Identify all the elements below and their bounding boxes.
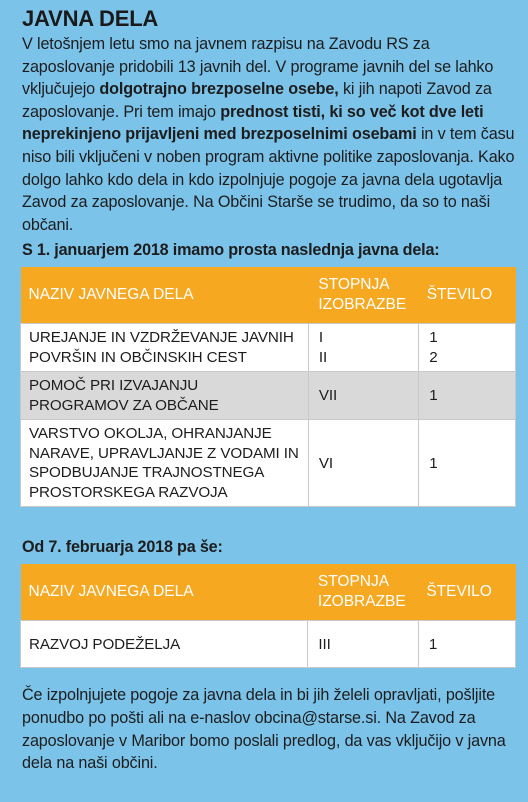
job-level <box>308 324 418 372</box>
header-name: NAZIV JAVNEGA DELA <box>21 267 309 324</box>
section2-title: Od 7. februarja 2018 pa še: <box>22 538 223 557</box>
table1-header-row <box>21 267 516 324</box>
header-level: STOPNJA IZOBRAZBE <box>308 267 418 324</box>
spacer <box>22 507 516 533</box>
job-name: UREJANJE IN VZDRŽEVANJE JAVNIH POVRŠIN IN OBČINSKIH CEST <box>21 324 309 372</box>
job-level-2: II <box>318 348 328 366</box>
intro-paragraph <box>22 33 516 236</box>
table2-header-row <box>21 564 516 621</box>
job-level: VII <box>308 372 418 420</box>
intro-text-1: V letošnjem letu smo na javnem razpisu na Zavodu RS za zaposlovanje pridobili 13 javnih del. V programe javnih del se lahko vključujejo <box>22 35 494 99</box>
section1-title: S 1. januarjem 2018 imamo prosta naslednja javna dela: <box>22 241 440 260</box>
job-count-1: 1 <box>429 329 438 347</box>
intro-text-3: in v tem času niso bili vključeni v noben program aktivne politike zaposlovanja. Kako dolgo lahko kdo dela in kdo izpolnjuje pogoje za javna dela ugotavlja Zavod za zaposlovanje. Na Občini Starše se trudimo, da so to naši občani. <box>22 125 515 234</box>
intro-bold-2: prednost tisti, ki so več kot dve leti neprekinjeno prijavljeni med brezposelnimi osebami <box>22 102 484 144</box>
job-count: 1 <box>419 372 516 420</box>
header-count: ŠTEVILO <box>419 267 516 324</box>
job-level-1: I <box>318 329 323 347</box>
table-row <box>21 372 516 420</box>
table-row <box>21 621 516 668</box>
job-count: 1 <box>418 621 515 668</box>
jobs-table-1 <box>20 267 516 507</box>
intro-text-2: ki jih napoti Zavod za zaposlovanje. Pri tem imajo <box>22 80 492 121</box>
header-name: NAZIV JAVNEGA DELA <box>21 564 308 621</box>
table-row <box>21 420 516 507</box>
job-level: VI <box>308 420 418 507</box>
table-row <box>21 324 516 372</box>
job-name: POMOČ PRI IZVAJANJU PROGRAMOV ZA OBČANE <box>21 372 309 420</box>
job-name: VARSTVO OKOLJA, OHRANJANJE NARAVE, UPRAVLJANJE Z VODAMI IN SPODBUJANJE TRAJNOSTNEGA PROSTORSKEGA RAZVOJA <box>21 420 309 507</box>
page-title: JAVNA DELA <box>22 6 159 31</box>
job-count <box>419 324 516 372</box>
jobs-table-2 <box>20 564 516 668</box>
intro-bold-1: dolgotrajno brezposelne osebe, <box>99 80 339 99</box>
job-count: 1 <box>419 420 516 507</box>
job-level: III <box>308 621 418 668</box>
header-level: STOPNJA IZOBRAZBE <box>308 564 418 621</box>
job-count-2: 2 <box>429 348 438 366</box>
header-count: ŠTEVILO <box>418 564 515 621</box>
closing-paragraph: Če izpolnjujete pogoje za javna dela in bi jih želeli opravljati, pošljite ponudbo po pošti ali na e-naslov obcina@starse.si. Na Zavod za zaposlovanje v Maribor bomo poslali predlog, da vas vključijo v javna dela na naši občini. <box>22 686 506 773</box>
job-name: RAZVOJ PODEŽELJA <box>21 621 308 668</box>
